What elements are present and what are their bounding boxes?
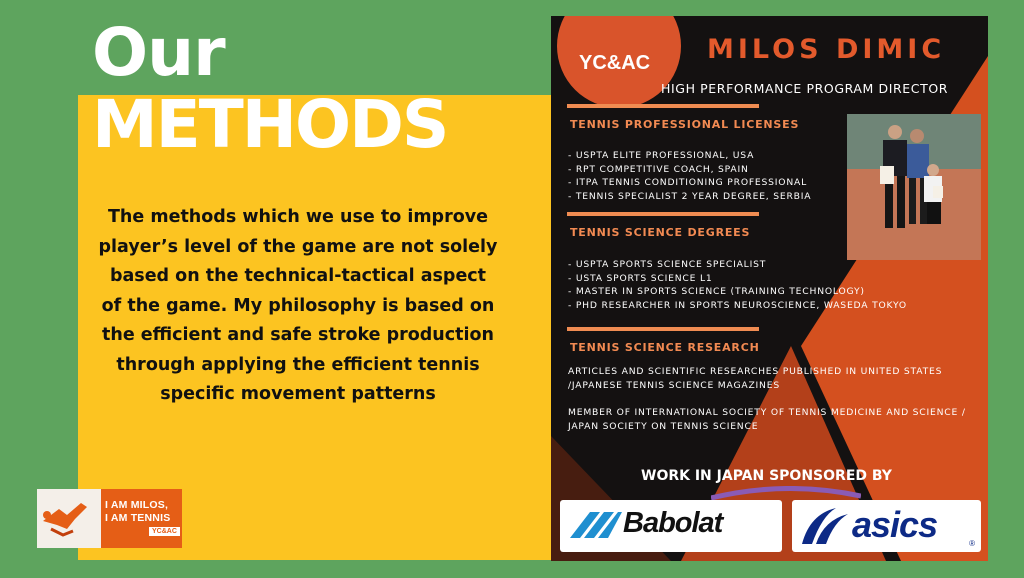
list-item: - ITPA TENNIS CONDITIONING PROFESSIONAL [568,177,808,188]
list-item: - USPTA ELITE PROFESSIONAL, USA [568,150,755,161]
licenses-list [568,149,811,203]
i-am-milos-logo [37,489,182,548]
asics-stripes-icon [796,504,852,548]
list-item: - USTA SPORTS SCIENCE L1 [568,272,713,284]
brand-label: YC&AC [579,52,651,74]
logo-badge: YC&AC [149,527,180,536]
degrees-list [568,258,907,312]
list-item: - TENNIS SPECIALIST 2 YEAR DEGREE, SERBIA [568,190,812,202]
title-methods: METHODS [92,86,448,163]
babolat-logo [560,500,782,552]
registered-mark: ® [969,539,975,548]
babolat-stripes-icon [566,508,622,544]
membership-paragraph: MEMBER OF INTERNATIONAL SOCIETY OF TENNIS MEDICINE AND SCIENCE / JAPAN SOCIETY ON TENNIS SCIENCE [568,407,966,432]
tennis-player-icon [37,489,101,548]
players-photo-illustration [847,114,981,260]
babolat-wordmark: Babolat [623,507,723,539]
director-name: MILOS DIMIC [707,34,946,65]
logo-text-line2: I AM TENNIS [105,512,171,524]
director-role: HIGH PERFORMANCE PROGRAM DIRECTOR [661,81,949,96]
sponsor-title: WORK IN JAPAN SPONSORED BY [641,468,892,484]
methods-description: The methods which we use to improve player’s level of the game are not solely based on the technical-tactical aspect of the game. My philosophy is based on the efficient and safe stroke production through applying the efficient tennis specific movement patterns [98,207,498,404]
list-item: - RPT COMPETITIVE COACH, SPAIN [568,163,749,175]
section-divider [567,212,759,216]
licenses-heading: TENNIS PROFESSIONAL LICENSES [570,118,800,131]
section-divider [567,104,759,108]
list-item: - MASTER IN SPORTS SCIENCE (TRAINING TECHNOLOGY) [568,286,865,297]
degrees-heading: TENNIS SCIENCE DEGREES [570,226,751,239]
list-item: - PHD RESEARCHER IN SPORTS NEUROSCIENCE, WASEDA TOKYO [568,299,907,311]
section-divider [567,327,759,331]
research-paragraph: ARTICLES AND SCIENTIFIC RESEARCHES PUBLISHED IN UNITED STATES /JAPANESE TENNIS SCIENCE MAGAZINES [568,366,943,391]
research-heading: TENNIS SCIENCE RESEARCH [570,341,760,354]
asics-wordmark: asics [852,504,938,545]
list-item: - USPTA SPORTS SCIENCE SPECIALIST [568,259,767,270]
logo-text-line1: I AM MILOS, [105,499,169,511]
logo-emblem [37,489,101,548]
team-photo [847,114,981,260]
asics-logo [792,500,981,552]
title-our: Our [92,14,225,91]
profile-card [551,16,988,561]
